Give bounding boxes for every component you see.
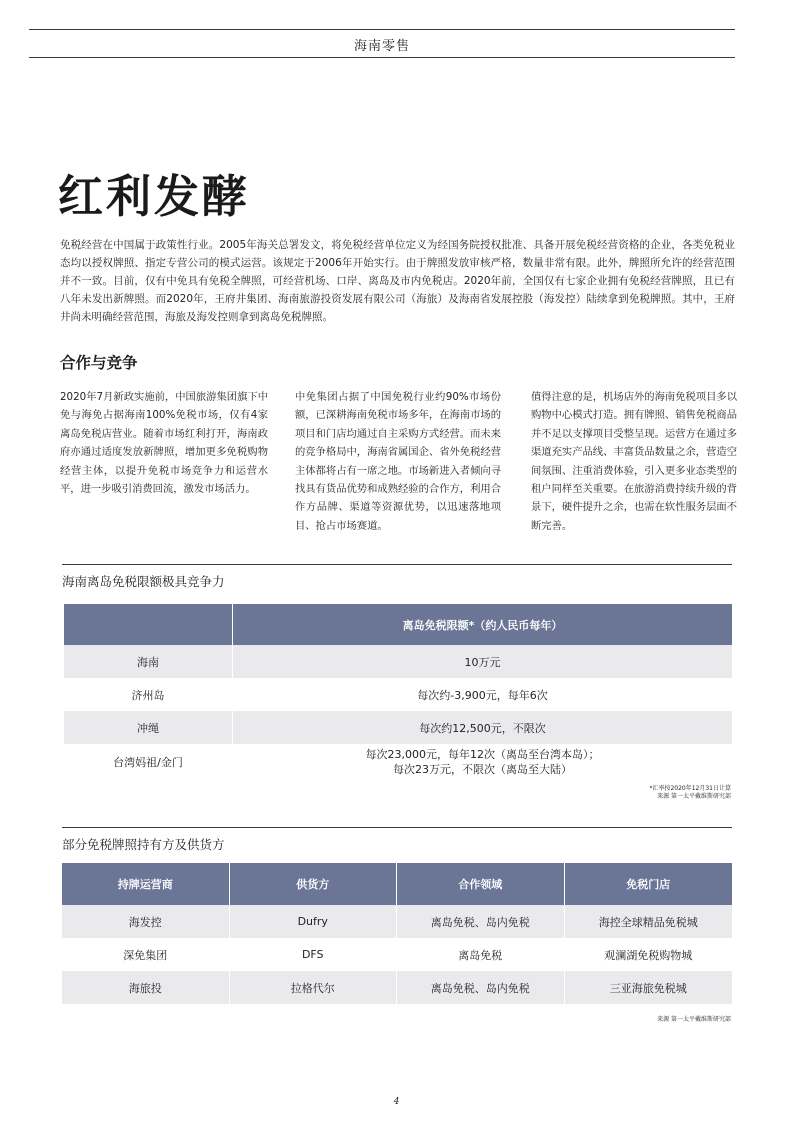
body-column-1: 2020年7月新政实施前，中国旅游集团旗下中免与海免占据海南100%免税市场，仅有4家离岛免税店营业。随着市场红利打开，海南政府亦通过适度发放新牌照，增加更多免税购物经营主体，以提升免税市场竞争力和运营水平，进一步吸引消费回流，激发市场活力。: [60, 391, 268, 496]
limit-line-1: 每次23,000元，每年12次（离岛至台湾本岛）；: [365, 748, 600, 761]
table1-header-label: [64, 604, 233, 645]
table-row: [64, 711, 732, 744]
table2-source: 来源 第一太平戴维斯研究部: [657, 1016, 731, 1023]
table-row: [62, 905, 732, 938]
table2-top-rule: [62, 827, 732, 828]
scope-cell: 离岛免税、岛内免税: [397, 905, 565, 938]
table2-header-operator: 持牌运营商: [62, 863, 230, 905]
limit-cell: 10万元: [233, 645, 732, 678]
page-title: 红利发酵: [58, 170, 251, 223]
region-cell: 济州岛: [64, 678, 233, 711]
section-heading: 合作与竞争: [60, 354, 138, 372]
header-top-rule: [29, 29, 735, 30]
region-cell: 台湾妈祖/金门: [64, 744, 233, 780]
limit-cell: 每次约12,500元，不限次: [233, 711, 732, 744]
body-column-3: 值得注意的是，机场店外的海南免税项目多以购物中心模式打造。拥有牌照、销售免税商品并不足以支撑项目受整呈现。运营方在通过多渠道充实产品线、丰富货品数量之余，营造空间氛围、注重消费体验，引入更多业态类型的租户同样至关重要。在旅游消费持续升级的背景下，硬件提升之余，也需在软性服务层面不断完善。: [531, 391, 737, 532]
table-row: [64, 744, 732, 780]
table-row: [64, 678, 732, 711]
scope-cell: 离岛免税: [397, 938, 565, 971]
table2-header-store: 免税门店: [565, 863, 733, 905]
intro-paragraph: 免税经营在中国属于政策性行业。2005年海关总署发文，将免税经营单位定义为经国务院授权批准、具备开展免税经营资格的企业，各类免税业态均以授权牌照、指定专营公司的模式运营。该规定于2006年开始实行。由于牌照发放审核严格，数量非常有限。此外，牌照所允许的经营范围并不一致。目前，仅有中免具有免税全牌照，可经营机场、口岸、离岛及市内免税店。2020年前，全国仅有七家企业拥有免税经营牌照，且已有八年未发出新牌照。而2020年，王府井集团、海南旅游投资发展有限公司（海旅）及海南省发展控股（海发控）陆续拿到免税牌照。其中，王府井尚未明确经营范围，海旅及海发控则拿到离岛免税牌照。: [60, 239, 735, 323]
limit-cell: [233, 744, 732, 780]
store-cell: 三亚海旅免税城: [565, 971, 733, 1004]
table2-title: 部分免税牌照持有方及供货方: [62, 837, 225, 852]
supplier-cell: 拉格代尔: [230, 971, 398, 1004]
limit-cell: 每次约-3,900元，每年6次: [233, 678, 732, 711]
license-holders-table: [62, 863, 732, 1004]
table1-title: 海南离岛免税限额极具竞争力: [62, 574, 225, 589]
duty-free-limit-table: [64, 604, 732, 780]
table1-footnote: *汇率按2020年12月31日计算: [649, 785, 731, 792]
table2-header-scope: 合作领域: [397, 863, 565, 905]
limit-line-2: 每次23万元，不限次（离岛至大陆）: [393, 763, 572, 776]
operator-cell: 海旅投: [62, 971, 230, 1004]
table1-header-value: 离岛免税限额*（约人民币每年）: [233, 604, 732, 645]
region-cell: 冲绳: [64, 711, 233, 744]
store-cell: 观澜湖免税购物城: [565, 938, 733, 971]
supplier-cell: Dufry: [230, 905, 398, 938]
region-cell: 海南: [64, 645, 233, 678]
body-column-2: 中免集团占据了中国免税行业约90%市场份额，已深耕海南免税市场多年，在海南市场的项目和门店均通过自主采购方式经营。而未来的竞争格局中，海南省属国企、省外免税经营主体都将占有一席之地。市场新进入者倾向寻找具有货品优势和成熟经验的合作方，利用合作方品牌、渠道等资源优势，以迅速落地项目、抢占市场赛道。: [295, 391, 501, 532]
header-title: 海南零售: [353, 39, 410, 54]
operator-cell: 海发控: [62, 905, 230, 938]
table-row: [64, 645, 732, 678]
header-bottom-rule: [29, 57, 735, 58]
operator-cell: 深免集团: [62, 938, 230, 971]
table2-header-supplier: 供货方: [230, 863, 398, 905]
table-row: [62, 971, 732, 1004]
table1-top-rule: [62, 564, 732, 565]
table-row: [62, 938, 732, 971]
scope-cell: 离岛免税、岛内免税: [397, 971, 565, 1004]
store-cell: 海控全球精品免税城: [565, 905, 733, 938]
supplier-cell: DFS: [230, 938, 398, 971]
table1-notes: [649, 785, 731, 801]
page-number: 4: [393, 1097, 400, 1107]
table1-source: 来源 第一太平戴维斯研究部: [657, 793, 731, 800]
